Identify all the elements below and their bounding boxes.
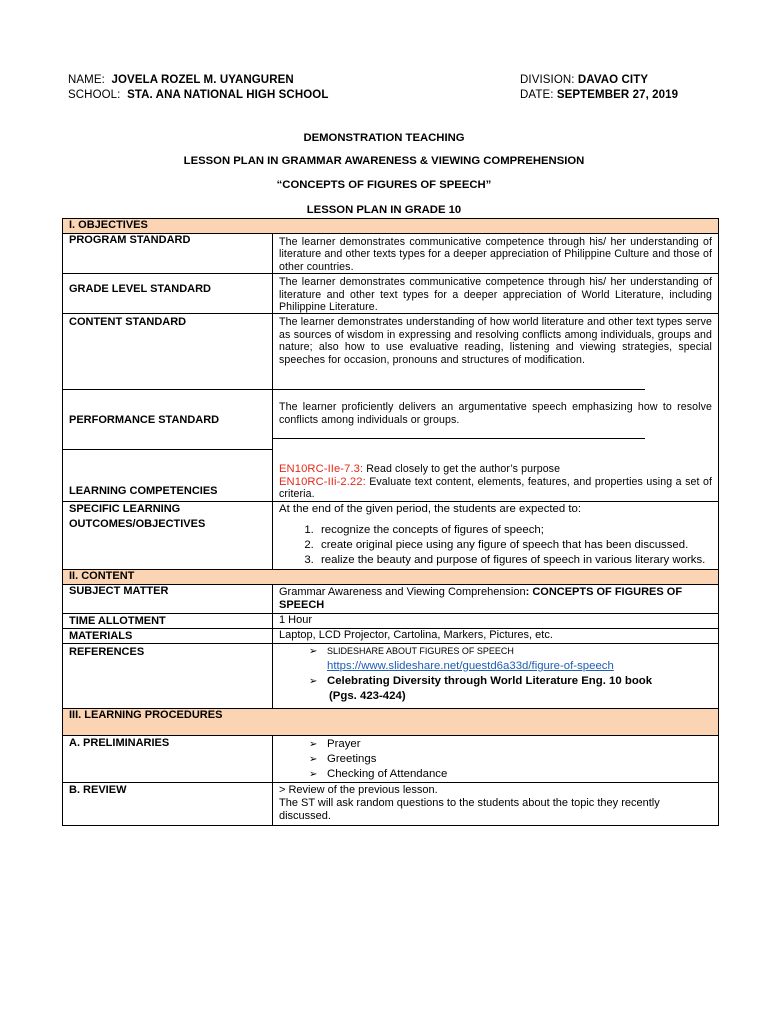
division-value: DAVAO CITY <box>577 74 649 86</box>
row-references <box>63 643 719 708</box>
performance-standard-label: PERFORMANCE STANDARD <box>69 414 220 427</box>
competency-text: Evaluate text content, elements, features, and properties using a set of criteria. <box>279 475 713 501</box>
school-value: STA. ANA NATIONAL HIGH SCHOOL <box>127 89 329 101</box>
reference-item <box>309 644 712 659</box>
row-specific-outcomes <box>63 501 719 569</box>
reference-link[interactable]: https://www.slideshare.net/guestd6a33d/figure-of-speech <box>327 659 614 672</box>
subject-matter-topic: : CONCEPTS OF FIGURES OF SPEECH <box>279 585 683 611</box>
outcomes-list <box>279 523 712 568</box>
time-allotment-label: TIME ALLOTMENT <box>63 613 273 628</box>
row-preliminaries <box>63 735 719 782</box>
review-line-2: The ST will ask random questions to the students about the topic they recently discussed. <box>279 796 660 822</box>
references-list <box>279 644 712 704</box>
row-review <box>63 782 719 825</box>
section-objectives <box>63 219 719 234</box>
row-time-allotment <box>63 613 719 628</box>
content-standard-text: The learner demonstrates understanding of how world literature and other text types serve as sources of wisdom in expressing and resolving conflicts among individuals, groups and nature; also how to use evaluative reading, listening and viewing strategies, special speeches for occasion, pronouns and structures of modification. <box>279 316 713 366</box>
name-value: JOVELA ROZEL M. UYANGUREN <box>111 74 294 86</box>
reference-link-item <box>309 659 712 674</box>
row-subject-matter <box>63 584 719 613</box>
materials-value: Laptop, LCD Projector, Cartolina, Markers, Pictures, etc. <box>273 628 719 643</box>
division-line <box>520 74 648 86</box>
section-objectives-label: I. OBJECTIVES <box>63 219 719 234</box>
section-content <box>63 569 719 584</box>
row-program-standard <box>63 234 719 274</box>
row-grade-level-standard <box>63 274 719 314</box>
references-label: REFERENCES <box>63 643 273 708</box>
title-topic: “CONCEPTS OF FIGURES OF SPEECH” <box>276 179 492 191</box>
division-label: DIVISION: <box>520 74 575 86</box>
name-label: NAME: <box>68 74 105 86</box>
program-standard-label: PROGRAM STANDARD <box>63 234 273 274</box>
preliminary-item <box>309 752 712 767</box>
performance-standard-text: The learner proficiently delivers an argumentative speech emphasizing how to resolve conflicts among individuals or groups. <box>279 401 713 426</box>
date-line <box>520 89 678 101</box>
reference-book: Celebrating Diversity through World Literature Eng. 10 book <box>327 674 653 687</box>
date-value: SEPTEMBER 27, 2019 <box>556 89 679 101</box>
competency-text: Read closely to get the author’s purpose <box>363 463 561 476</box>
name-line <box>68 74 294 86</box>
learning-competencies-label: LEARNING COMPETENCIES <box>69 485 218 498</box>
section-procedures-label: III. LEARNING PROCEDURES <box>63 708 719 735</box>
subject-matter-label: SUBJECT MATTER <box>63 584 273 613</box>
title-lesson-plan: LESSON PLAN IN GRAMMAR AWARENESS & VIEWING COMPREHENSION <box>183 155 585 167</box>
subject-matter-value <box>273 584 719 613</box>
competency-item <box>279 476 712 501</box>
title-grade: LESSON PLAN IN GRADE 10 <box>306 204 462 216</box>
learning-competencies-text <box>273 439 718 500</box>
arrowhead-bullet-icon: ➢ <box>309 738 318 750</box>
outcome-item: 2. create original piece using any figure of speech that has been discussed. <box>317 538 712 553</box>
subject-matter-text: Grammar Awareness and Viewing Comprehension <box>279 585 526 598</box>
content-standard-label: CONTENT STANDARD <box>69 316 187 329</box>
date-label: DATE: <box>520 89 554 101</box>
preliminaries-label: A. PRELIMINARIES <box>63 735 273 782</box>
section-procedures <box>63 708 719 735</box>
school-line <box>68 89 328 101</box>
arrowhead-bullet-icon: ➢ <box>309 753 318 765</box>
specific-outcomes-intro: At the end of the given period, the students are expected to: <box>279 502 582 515</box>
lesson-plan-table <box>62 218 719 826</box>
preliminary-text: Checking of Attendance <box>327 767 448 780</box>
school-label: SCHOOL: <box>68 89 121 101</box>
section-content-label: II. CONTENT <box>63 569 719 584</box>
row-content-performance-competencies <box>63 314 719 501</box>
competency-item <box>279 463 712 475</box>
outcome-item: 3. realize the beauty and purpose of figures of speech in various literary works. <box>317 553 712 568</box>
title-demonstration: DEMONSTRATION TEACHING <box>303 132 465 144</box>
program-standard-text: The learner demonstrates communicative competence through his/ her understanding of literature and other texts types for a deeper appreciation of Philippine Culture and those of other countries. <box>279 236 713 273</box>
arrowhead-bullet-icon: ➢ <box>309 645 318 657</box>
review-label: B. REVIEW <box>63 782 273 825</box>
reference-slideshare: SLIDESHARE ABOUT FIGURES OF SPEECH <box>327 645 514 656</box>
preliminary-text: Greetings <box>327 752 377 765</box>
competency-code: EN10RC-IIe-7.3: <box>279 463 364 476</box>
time-allotment-value: 1 Hour <box>273 613 719 628</box>
reference-pages: (Pgs. 423-424) <box>329 689 406 702</box>
reference-pages-item <box>309 689 712 704</box>
grade-level-standard-label: GRADE LEVEL STANDARD <box>63 274 273 314</box>
competency-code: EN10RC-IIi-2.22: <box>279 475 366 488</box>
preliminary-item <box>309 767 712 782</box>
specific-outcomes-label: SPECIFIC LEARNING OUTCOMES/OBJECTIVES <box>63 501 273 569</box>
materials-label: MATERIALS <box>63 628 273 643</box>
row-materials <box>63 628 719 643</box>
preliminaries-list <box>279 737 712 782</box>
grade-level-standard-text: The learner demonstrates communicative competence through his/ her understanding of literature and other text types for a deeper appreciation of World Literature, including Philippine Literature. <box>279 276 713 314</box>
arrowhead-bullet-icon: ➢ <box>309 675 318 687</box>
outcome-item: 1. recognize the concepts of figures of speech; <box>317 523 712 538</box>
preliminary-item <box>309 737 712 752</box>
arrowhead-bullet-icon: ➢ <box>309 768 318 780</box>
reference-item <box>309 674 712 689</box>
review-line-1: > Review of the previous lesson. <box>279 783 438 796</box>
preliminary-text: Prayer <box>327 737 361 750</box>
